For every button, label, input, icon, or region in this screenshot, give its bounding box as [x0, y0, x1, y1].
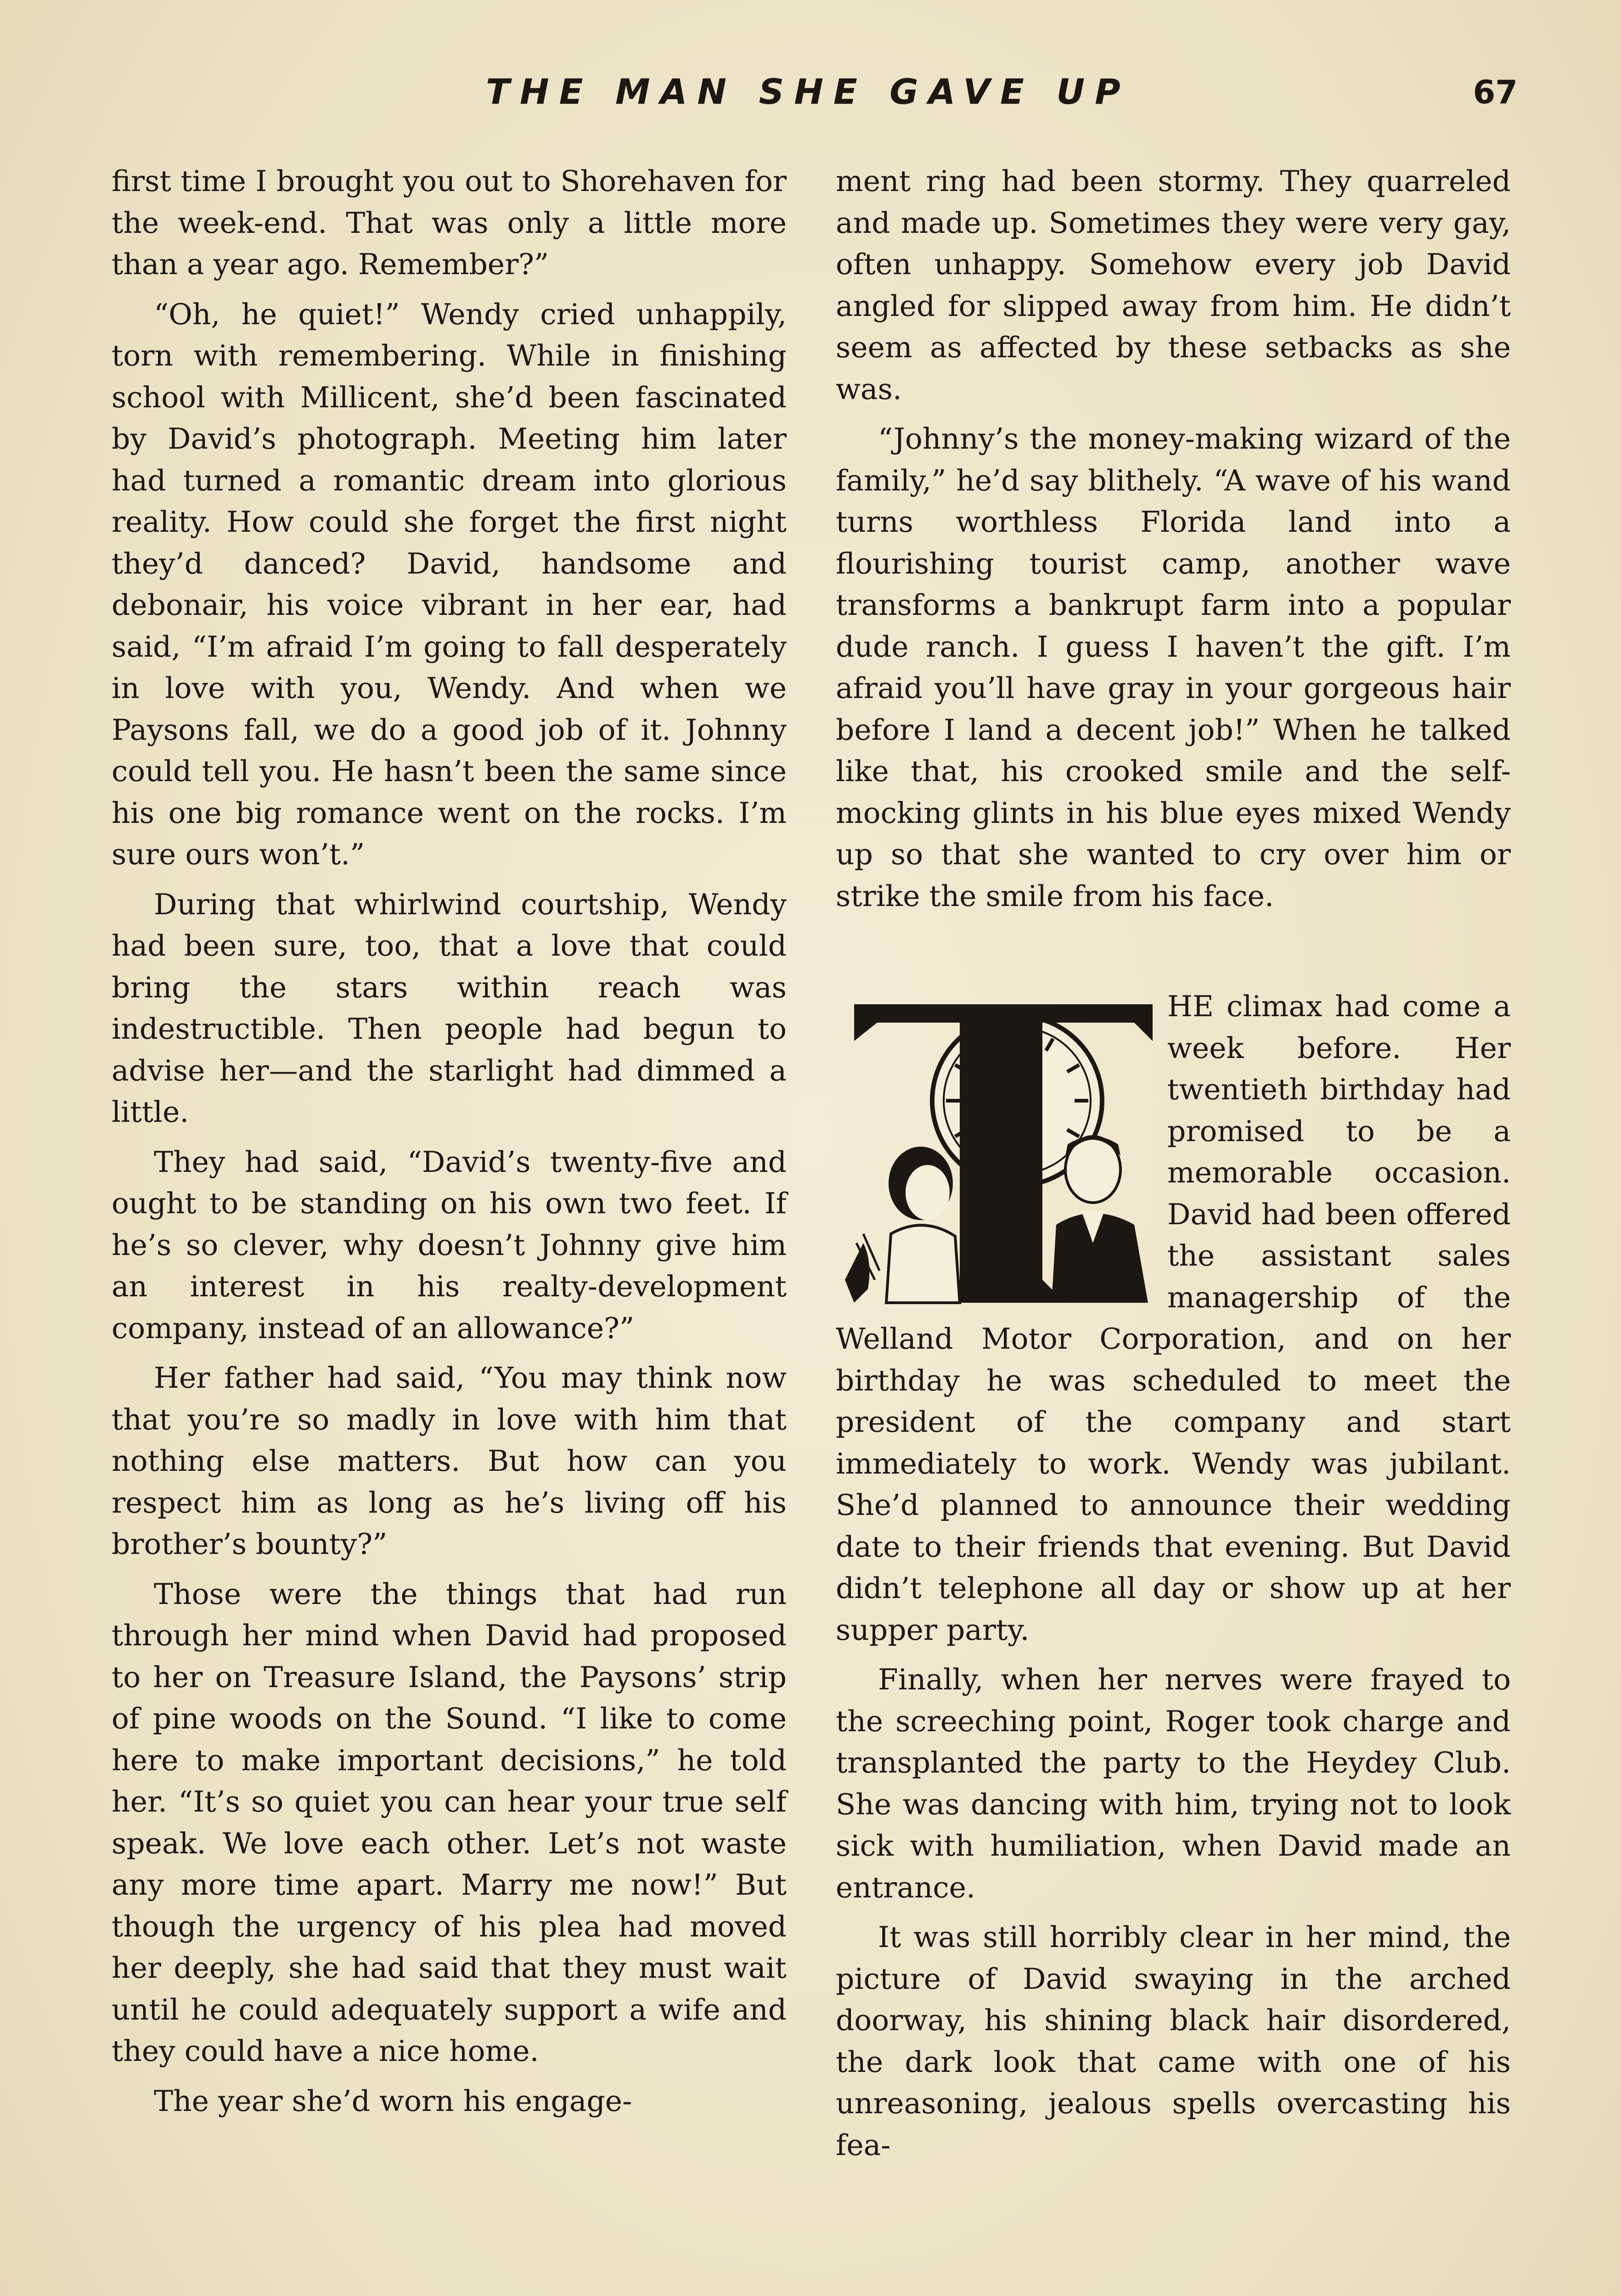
woman-figure [845, 1147, 960, 1303]
paragraph: Those were the things that had run through her mind when David had proposed to her on Treasure Island, the Paysons’ strip of pine woods on the Sound. “I like to come here to make important decisions,” he told her. “It’s so quiet you can hear your true self speak. We love each other. Let’s not waste any more time apart. Marry me now!” But though the urgency of his plea had moved her deeply, she had said that they must wait until he could adequately support a wife and they could have a nice home. [112, 1577, 787, 2068]
paragraph: They had said, “David’s twenty-five and ought to be standing on his own two feet. If he’s so clever, why doesn’t Johnny give him an interest in his realty-development company, instead of an allowance?” [112, 1145, 787, 1345]
man-figure [1052, 1137, 1148, 1303]
page-number: 67 [1473, 73, 1518, 111]
drop-cap-illustration [836, 986, 1157, 1312]
paragraph: “Oh, he quiet!” Wendy cried unhappily, torn with remembering. While in finishing school with Millicent, she’d been fascinated by David’s photograph. Meeting him later had turned a romantic dream into glorious reality. How could she forget the first night they’d danced? David, handsome and debonair, his voice vibrant in her ear, had said, “I’m afraid I’m going to fall desperately in love with you, Wendy. And when we Paysons fall, we do a good job of it. Johnny could tell you. He hasn’t been the same since his one big romance went on the rocks. I’m sure ours won’t.” [112, 297, 787, 871]
paragraph: “Johnny’s the money-making wizard of the family,” he’d say blithely. “A wave of his wand turns worthless Florida land into a flourishing tourist camp, another wave transforms a bankrupt farm into a popular dude ranch. I guess I haven’t the gift. I’m afraid you’ll have gray in your gorgeous hair before I land a decent job!” When he talked like that, his crooked smile and the self-mocking glints in his blue eyes mixed Wendy up so that she wanted to cry over him or strike the smile from his face. [836, 422, 1511, 913]
paragraph: It was still horribly clear in her mind, the picture of David swaying in the arched doorway, his shining black hair disordered, the dark look that came with one of his unreasoning, jealous spells overcasting his fea- [836, 1920, 1511, 2162]
drop-cap-paragraph: HE climax had come a week before. Her twentieth birthday had promised to be a memorable occasion. David had been offered the assistant sales managership of the Welland Motor Corporation, and on her birthday he was scheduled to meet the president of the company and start immediately to work. Wendy was jubilant. She’d planned to announce their wedding date to their friends that evening. But David didn’t telephone all day or show up at her supper party. [836, 990, 1511, 1647]
running-title: THE MAN SHE GAVE UP [486, 71, 1131, 112]
paragraph: first time I brought you out to Shorehaven for the week-end. That was only a little more than a year ago. Remember?” [112, 164, 787, 281]
clock-couple-illustration [836, 986, 1157, 1312]
paragraph: Finally, when her nerves were frayed to the screeching point, Roger took charge and transplanted the party to the Heydey Club. She was dancing with him, trying not to look sick with humiliation, when David made an entrance. [836, 1663, 1511, 1904]
paragraph: During that whirlwind courtship, Wendy had been sure, too, that a love that could bring the stars within reach was indestructible. Then people had begun to advise her—and the starlight had dimmed a little. [112, 887, 787, 1129]
right-column [836, 161, 1511, 2174]
paragraph: Her father had said, “You may think now that you’re so madly in love with him that nothing else matters. But how can you respect him as long as he’s living off his brother’s bounty?” [112, 1361, 787, 1561]
paragraph: The year she’d worn his engage- [154, 2084, 632, 2118]
drop-cap-section [836, 986, 1511, 1651]
left-column [112, 161, 787, 2130]
paragraph: ment ring had been stormy. They quarreled and made up. Sometimes they were very gay, often unhappy. Somehow every job David angled for slipped away from him. He didn’t seem as affected by these setbacks as she was. [836, 164, 1511, 406]
